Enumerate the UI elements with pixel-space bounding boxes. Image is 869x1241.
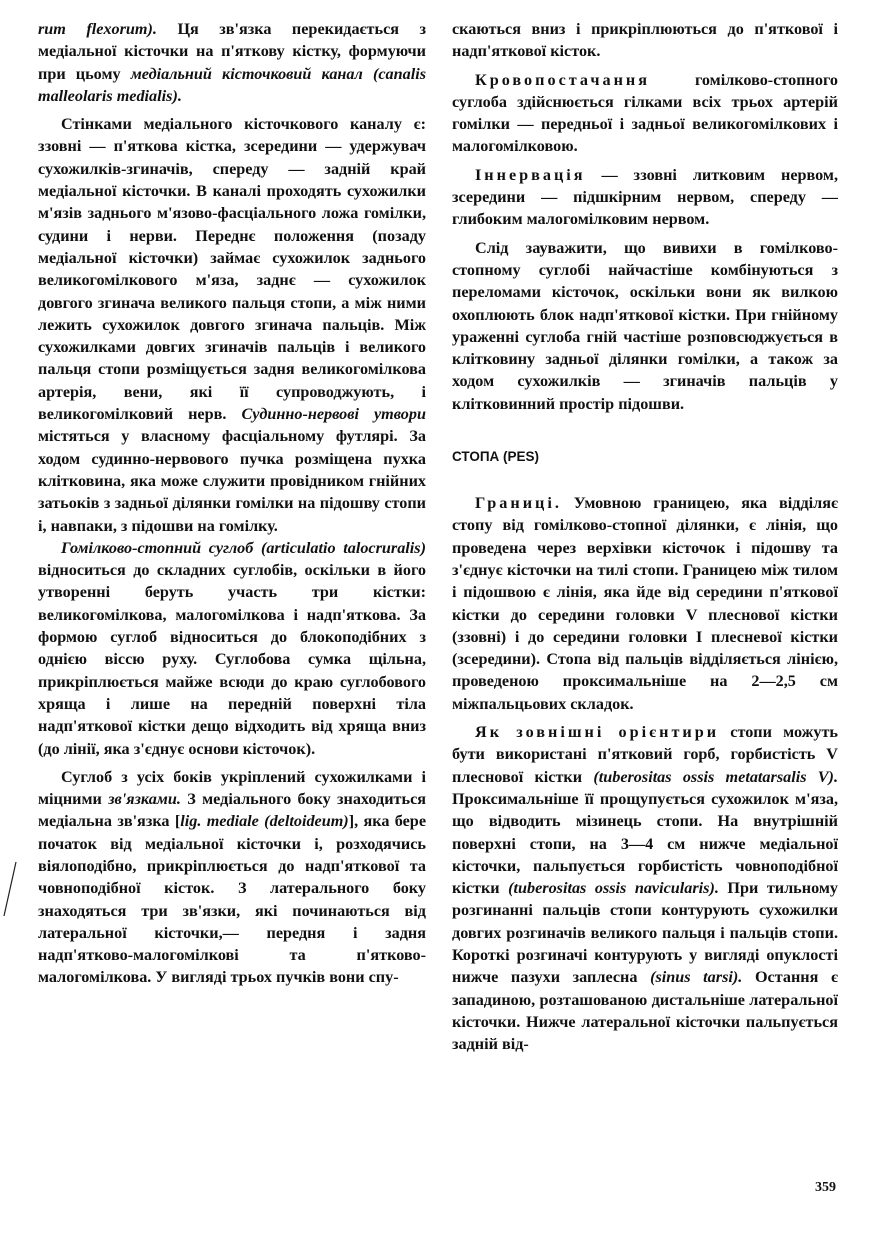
section-heading: СТОПА (PES): [452, 449, 540, 465]
text-run: Суглоб з усіх боків укріплений сухожилками і міцними: [38, 767, 426, 809]
text-run: — ззовні литковим нервом, зсередини — підшкірним нервом, спереду — глибоким малогомілковим нервом.: [452, 165, 838, 229]
text-run: Остання є западиною, розташованою дистальніше латеральної кісточки. Нижче латеральної кісточки пальпується задній від-: [452, 968, 838, 1054]
text-run: Умовною границею, яка відділяє стопу від гомілково-стопної ділянки, є лінія, що проведена через верхівки кісточок і підошву та з'єднує кісточки на тилі стопи. Границею між тилом і підошвою є лінія, яка йде від середини п'яткової кістки до середини головки V плеснової кістки (ззовні) і до середини головки I плесневої кістки (зсередини). Стопа від пальців відділяється лінією, проведеною проксимальніше на 2—2,5 см міжпальцьових складок.: [452, 494, 838, 713]
paragraph-continuation: скаються вниз і прикріплюються до п'яткової і надп'яткової кісток.: [452, 20, 838, 61]
term-italic: Судинно-нервові утвори: [241, 405, 426, 424]
left-column: [38, 18, 426, 989]
text-run: містяться у власному фасціальному футлярі. За ходом судинно-нервового пучка розміщена пухка клітковина, яка може служити провідником гнійних затьоків з задньої ділянки гомілки на підошву стопи і, навпаки, з підошви на гомілку.: [38, 427, 426, 535]
text-run: З медіального боку знаходиться медіальна зв'язка [: [38, 790, 427, 831]
paragraph-canal-walls: [38, 113, 426, 537]
right-column: [452, 18, 838, 1055]
paragraph-blood-supply: [452, 69, 838, 158]
paragraph-ankle-joint: [38, 537, 426, 760]
term-italic: зв'язками.: [108, 790, 181, 809]
text-run: стопи можуть бути використані п'ятковий горб, горбистість V плеснової кістки: [452, 723, 838, 786]
paragraph-canal-intro: [38, 18, 426, 107]
spaced-heading: Границі.: [475, 494, 562, 513]
term-italic: Гомілково-стопний суглоб (articulatio talocruralis): [61, 538, 426, 557]
paragraph-ligaments: [38, 766, 426, 989]
spaced-heading: Іннервація: [475, 165, 586, 184]
paragraph-innervation: [452, 164, 838, 231]
latin-term: rum flexorum).: [38, 20, 157, 38]
text-run: Проксимальніше її прощупується сухожилок м'яза, що відводить мізинець стопи. На внутрішній поверхні стопи, на 3—4 см нижче медіальної кісточки, пальпується горбистість човноподібної кістки: [452, 789, 838, 898]
latin-term: lig. mediale (deltoideum): [180, 812, 349, 831]
term-italic: медіальний кісточковий канал (canalis malleolaris medialis).: [38, 64, 426, 105]
text-run: При тильному розгинанні пальців стопи контурують сухожилки довгих розгиначів великого пальця і пальців стопи. Короткі розгиначі контурують у вигляді опуклості нижче пазухи заплесна: [452, 879, 838, 987]
paragraph-landmarks: [452, 721, 838, 1055]
text-run: ], яка бере початок від медіальної кісточки і, розходячись віялоподібно, прикріплюється до надп'яткової та човноподібної кісток. З латерального боку знаходяться три зв'язки, які починаються від латеральної кісточки,— передня і задня надп'ятково-малогомілкові та п'ятково-малогомілкова. У вигляді трьох пучків вони спу-: [38, 812, 426, 987]
latin-term: (sinus tarsi).: [650, 968, 743, 987]
text-run: Ця зв'язка перекидається з медіальної кісточки на п'яткову кістку, формуючи при цьому: [38, 20, 426, 83]
text-run: Стінками медіального кісточкового каналу є: ззовні — п'яткова кістка, зсередини — удержувач сухожилків-згиначів, спереду — задній край медіальної кісточки. В каналі проходять сухожилки м'язів заднього м'язово-фасціального ложа гомілки, судини і нерви. Переднє положення (позаду медіальної кісточки) займає сухожилок заднього великогомілкового м'яза, заднє — сухожилок довгого згинача великого пальця стопи, а між ними лежить сухожилок довгого згинача пальців. Між сухожилками довгих згиначів пальців і великого пальця стопи розміщується задня великогомілкова артерія, вени, які її супроводжують, і великогомілковий нерв.: [38, 115, 426, 424]
text-run: відноситься до складних суглобів, оскільки в його утворенні беруть участь три кістки: великогомілкова, малогомілкова і надп'яткова. За формою суглоб відноситься до блокоподібних з однією віссю руху. Суглобова сумка щільна, прикріплюється майже всюди до краю суглобового хряща і лише на передній поверхні тіла надп'яткової кістки дещо відходить від хряща вниз (до лінії, яка з'єднує основи кісточок).: [38, 561, 426, 758]
spaced-heading: Кровопостачання: [475, 70, 650, 89]
spaced-heading: Як зовнішні орієнтири: [475, 723, 720, 742]
page-number: 359: [815, 1180, 836, 1195]
latin-term: (tuberositas ossis navicularis).: [508, 879, 719, 898]
paragraph-boundaries: [452, 492, 838, 715]
pen-mark: [0, 860, 20, 920]
text-run: гомілково-стопного суглоба здійснюється гілками всіх трьох артерій гомілки — передньої і задньої великогомілкових і малогомілковою.: [452, 70, 838, 156]
paragraph-dislocations: Слід зауважити, що вивихи в гомілково-стопному суглобі найчастіше комбінуються з переломами кісточок, оскільки вони як вилкою охоплюють блок надп'яткової кістки. При гнійному ураженні суглоба гній частіше розповсюджується в клітковину задньої ділянки гомілки, а також за ходом сухожилків — згиначів пальців у клітковинний простір підошви.: [452, 238, 838, 413]
latin-term: (tuberositas ossis metatarsalis V).: [593, 767, 838, 786]
